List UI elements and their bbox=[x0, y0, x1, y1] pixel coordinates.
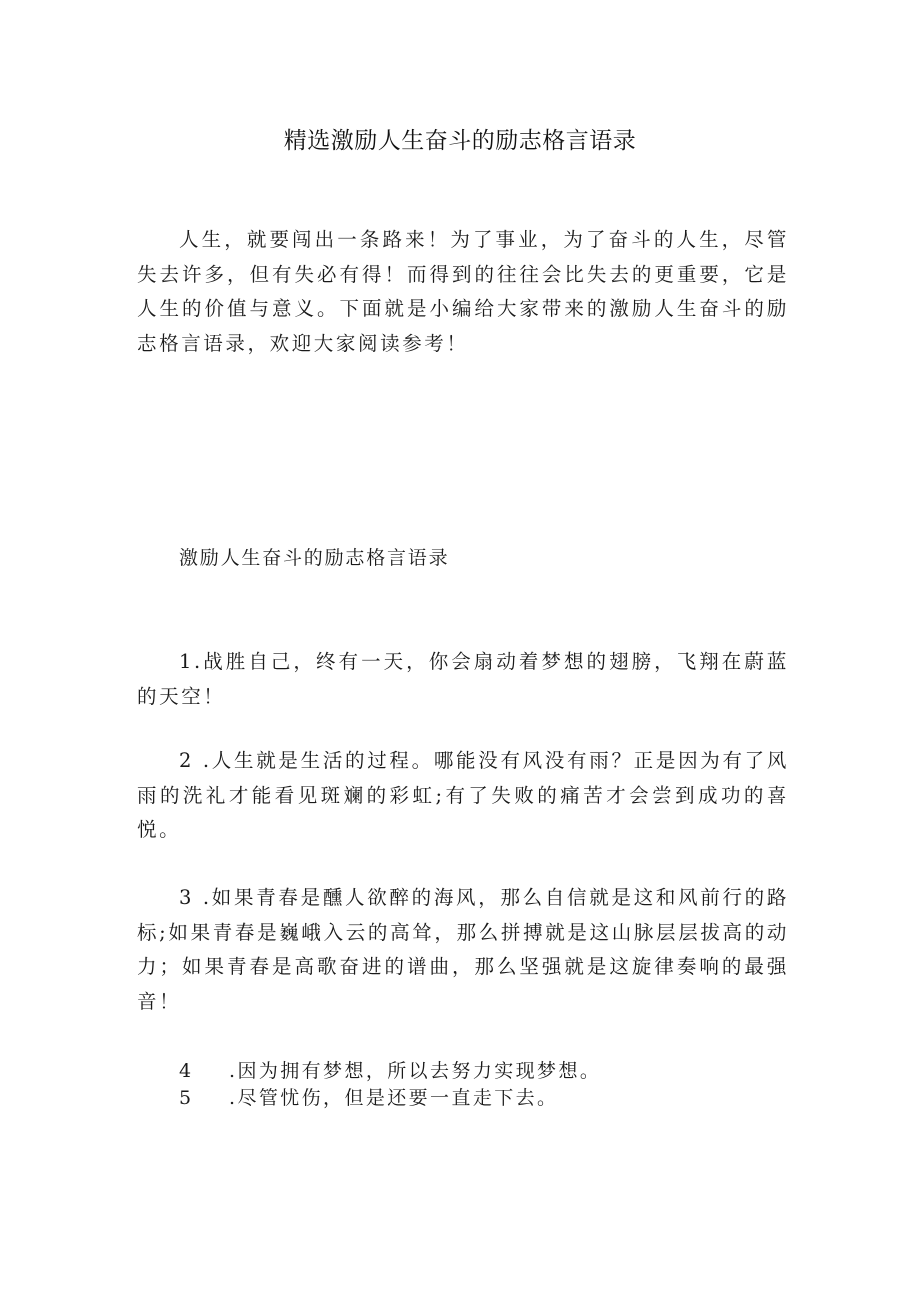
quote-text: .尽管忧伤，但是还要一直走下去。 bbox=[229, 1087, 559, 1109]
document-title: 精选激励人生奋斗的励志格言语录 bbox=[283, 128, 637, 154]
intro-paragraph: 人生，就要闯出一条路来！为了事业，为了奋斗的人生，尽管失去许多，但有失必有得！而得到的往往会比失去的更重要，它是人生的价值与意义。下面就是小编给大家带来的激励人生奋斗的励志格言语录，欢迎大家阅读参考！ bbox=[137, 228, 789, 355]
quote-text: .因为拥有梦想，所以去努力实现梦想。 bbox=[229, 1060, 602, 1082]
quote-item-5 bbox=[179, 1083, 558, 1110]
quote-number: 4 bbox=[179, 1060, 194, 1082]
quote-item-3: 3 .如果青春是醺人欲醉的海风，那么自信就是这和风前行的路标;如果青春是巍峨入云的高耸，那么拼搏就是这山脉层层拔高的动力；如果青春是高歌奋进的谱曲，那么坚强就是这旋律奏响的最强音！ bbox=[137, 886, 789, 1013]
section-heading: 激励人生奋斗的励志格言语录 bbox=[179, 547, 450, 569]
quote-number: 5 bbox=[179, 1087, 194, 1109]
quote-item-2: 2 .人生就是生活的过程。哪能没有风没有雨？正是因为有了风雨的洗礼才能看见斑斓的彩虹;有了失败的痛苦才会尝到成功的喜悦。 bbox=[137, 749, 789, 841]
quote-item-1: 1.战胜自己，终有一天，你会扇动着梦想的翅膀，飞翔在蔚蓝的天空！ bbox=[137, 650, 789, 708]
quote-item-4 bbox=[179, 1056, 601, 1083]
